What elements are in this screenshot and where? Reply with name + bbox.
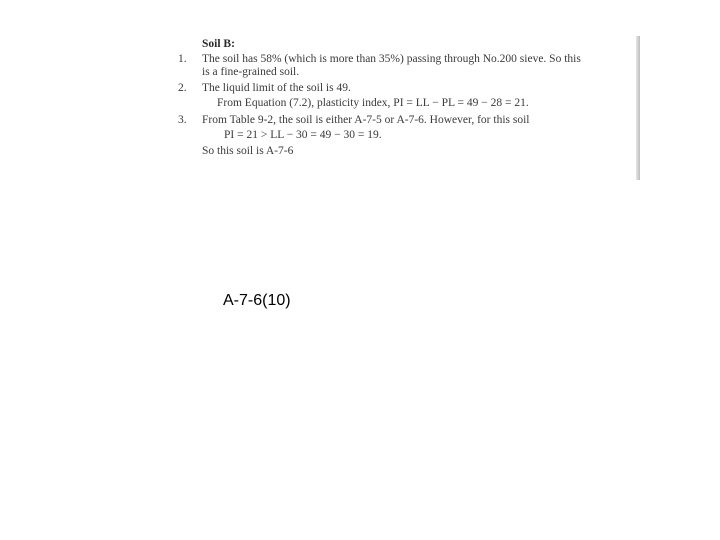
classification-label: A-7-6(10) [223, 292, 291, 309]
step-text: The soil has 58% (which is more than 35%) passing through No.200 sieve. So this [202, 53, 581, 65]
step-text: So this soil is A-7-6 [202, 145, 294, 157]
scan-right-edge [636, 36, 640, 180]
step-text: The liquid limit of the soil is 49. [202, 82, 351, 94]
step-text: From Equation (7.2), plasticity index, PI = LL − PL = 49 − 28 = 21. [217, 97, 529, 109]
step-text: is a fine-grained soil. [202, 66, 300, 78]
step-text: PI = 21 > LL − 30 = 49 − 30 = 19. [224, 129, 382, 141]
step-number: 1. [178, 53, 187, 65]
step-number: 3. [178, 114, 187, 126]
scanned-solution-image [172, 34, 642, 180]
step-number: 2. [178, 82, 187, 94]
step-text: From Table 9-2, the soil is either A-7-5 or A-7-6. However, for this soil [202, 114, 530, 126]
section-heading: Soil B: [202, 38, 235, 50]
